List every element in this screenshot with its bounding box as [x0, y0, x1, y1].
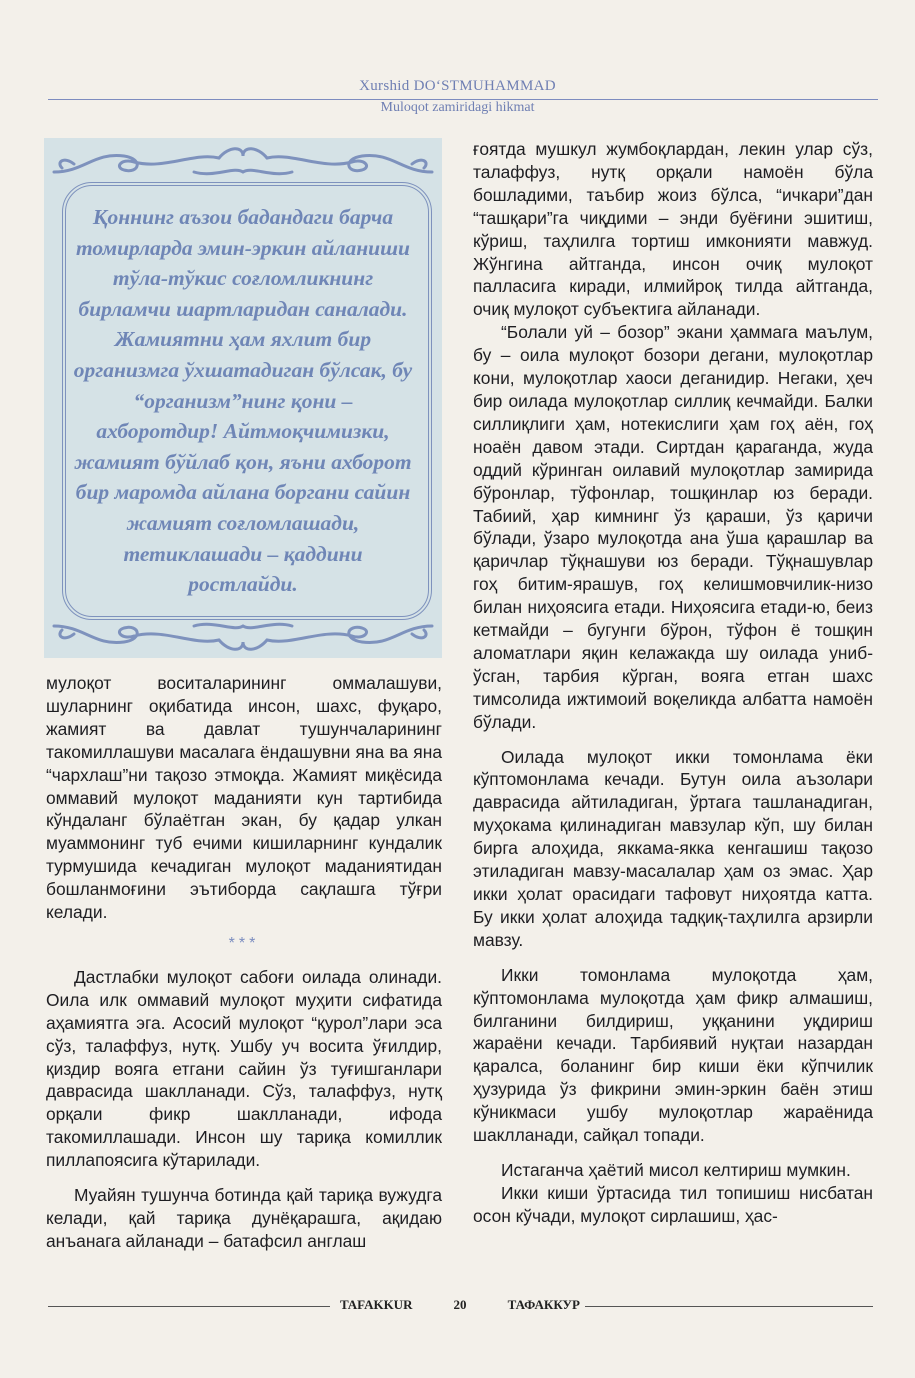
footer-rule-left	[48, 1306, 330, 1307]
pull-quote-text: Қоннинг аъзои бадандаги барча томирларда эмин-эркин айланиши тўла-тўкис соғломликнинг бирламчи шартларидан саналади. Жамиятни ҳам яхлит бир организмга ўхшатадиган бўлсак, бу “организм”нинг қони – ахборотдир! Айтмоқчимизки, жамият бўйлаб қон, яъни ахборот бир маромда айлана боргани сайин жамият соғломлашади, тетиклашади – қаддини ростлайди.	[73, 205, 413, 597]
article-subtitle: Muloqot zamiridagi hikmat	[380, 100, 535, 115]
page-number: 20	[453, 1297, 467, 1312]
author-name: Xurshid DO‘STMUHAMMAD	[359, 78, 556, 94]
bottom-ornament	[44, 616, 442, 656]
right-paragraph-3: Оилада мулоқот икки томонлама ёки кўптомонлама кечади. Бутун оила аъзолари даврасида айтиладиган, ўртага ташланадиган, муҳокама қилинадиган мавзулар кўп, шу билан бирга алоҳида, яккама-якка кенгашиш тақозо этиладиган мавзу-масалалар ҳам оз эмас. Ҳар икки ҳолат орасидаги тафовут ниҳоятда катта. Бу икки ҳолат алоҳида тадқиқ-таҳлилга арзирли мавзу.	[473, 746, 873, 950]
footer-rule-right	[585, 1306, 873, 1307]
right-paragraph-1: ғоятда мушкул жумбоқлардан, лекин улар сўз, талаффуз, нутқ орқали намоён бўла бошладими, таъбир жоиз бўлса, “ичкари”дан “ташқари”га чиқдими – энди буёғини эшитиш, кўриш, таҳлилга тортиш имконияти мавжуд. Жўнгина айтганда, инсон очиқ мулоқот палласига киради, илмийроқ тилда айтганда, очиқ мулоқот субъектига айланади.	[473, 139, 873, 320]
top-ornament	[44, 142, 442, 182]
right-column	[473, 138, 873, 1228]
page-footer	[0, 1296, 915, 1316]
journal-name-latin: TAFAKKUR	[340, 1297, 413, 1312]
journal-name-cyrillic: ТАФАККУР	[507, 1297, 580, 1312]
section-separator: ***	[228, 934, 260, 952]
right-paragraph-2: “Болали уй – бозор” экани ҳаммага маълум, бу – оила мулоқот бозори дегани, мулоқотлар кони, мулоқотлар хаоси деганидир. Негаки, ҳеч бир оилада мулоқотлар силлиқ кечмайди. Балки силлиқлиги ҳам, нотекислиги ҳам гоҳ аён, гоҳ ноаён давом этади. Сиртдан қараганда, жуда оддий кўринган оилавий мулоқотлар замирида бўронлар, тўфонлар, тошқинлар юз беради. Табиий, ҳар кимнинг ўз қараши, ўз қаричи бўлади, ўзаро мулоқотда ана ўша қарашлар ва қаричлар тўқнашуви юз беради. Тўқнашувлар гоҳ битим-ярашув, гоҳ келишмовчилик-низо билан ниҳоясига етади. Ниҳоясига етади-ю, беиз кетмайди – бугунги бўрон, тўфон ё тошқин аломатлари яқин келажакда шу оилада униб-ўсган, тарбия кўрган, вояга етган шахс тимсолида ижтимоий воқеликда албатта намоён бўлади.	[473, 322, 873, 732]
left-paragraph-2: Дастлабки мулоқот сабоғи оилада олинади. Оила илк оммавий мулоқот муҳити сифатида аҳамиятга эга. Асосий мулоқот “қурол”лари эса сўз, талаффуз, нутқ. Ушбу уч восита ўғилдир, қиздир вояга етгани сайин ўз туғишганлари даврасида шаклланади. Сўз, талаффуз, нутқ орқали фикр шаклланади, ифода такомиллашади. Инсон шу тариқа комиллик пиллапоясига кўтарилади.	[46, 966, 442, 1171]
left-column	[46, 672, 442, 1253]
right-paragraph-6: Икки киши ўртасида тил топишиш нисбатан осон кўчади, мулоқот сирлашиш, ҳас-	[473, 1182, 873, 1226]
left-paragraph-3: Муайян тушунча ботинда қай тариқа вужудга келади, қай тариқа дунёқарашга, ақидаю анъанага айланади – батафсил англаш	[46, 1185, 442, 1251]
right-paragraph-4: Икки томонлама мулоқотда ҳам, кўптомонлама мулоқотда ҳам фикр алмашиш, билганини билдириш, уққанини уқдириш жараёни кечади. Тарбиявий нуқтаи назардан қаралса, боланинг бир киши ёки кўпчилик ҳузурида ўз фикрини эмин-эркин баён этиш кўникмаси ушбу мулоқотлар жараёнида шаклланади, сайқал топади.	[473, 964, 873, 1146]
pull-quote-box	[44, 138, 442, 658]
right-paragraph-5: Истаганча ҳаётий мисол келтириш мумкин.	[501, 1159, 851, 1180]
left-paragraph-1: мулоқот воситаларининг оммалашуви, шуларнинг оқибатида инсон, шахс, фуқаро, жамият ва давлат тушунчаларининг такомиллашуви масалага ёндашувни яна ва яна “чархлаш”ни тақозо этмоқда. Жамият миқёсида оммавий мулоқот маданияти кун тартибида кўндаланг бўлаётган экан, бу қадар улкан муаммонинг туб ечими кишиларнинг кундалик турмушида кечадиган мулоқот маданиятидан бошланмоғини эътиборда сақлашга тўғри келади.	[46, 673, 442, 923]
